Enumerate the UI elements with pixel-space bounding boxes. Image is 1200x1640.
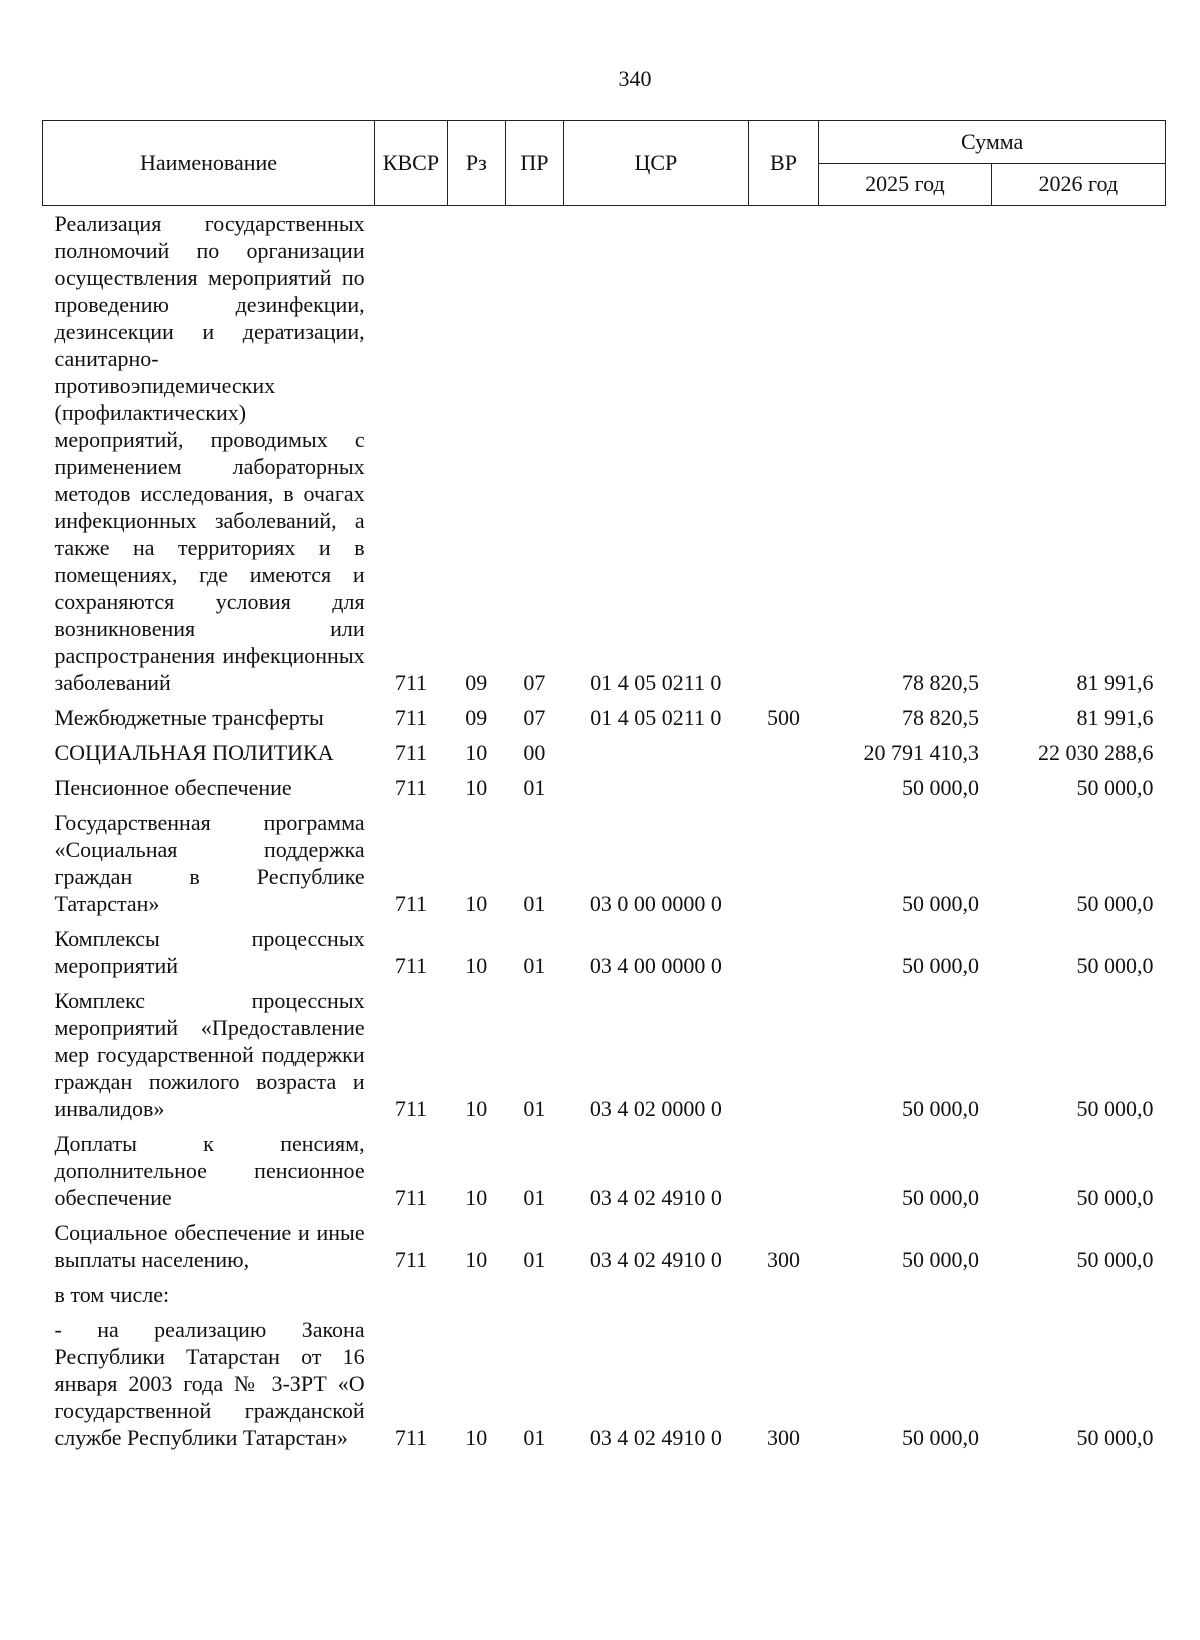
header-vr: ВР — [748, 121, 819, 206]
row-rz: 09 — [465, 705, 488, 730]
row-csr: 03 4 02 0000 0 — [589, 1096, 722, 1121]
table-row — [43, 1273, 1166, 1308]
row-rz: 10 — [465, 740, 488, 765]
row-csr — [563, 766, 748, 801]
row-sum-2025: 50 000,0 — [902, 1096, 980, 1121]
row-vr — [748, 917, 819, 979]
row-kvsr: 711 — [394, 670, 428, 695]
row-csr: 01 4 05 0211 0 — [590, 670, 722, 695]
row-sum-2025 — [819, 1273, 991, 1308]
row-vr — [748, 731, 819, 766]
row-name: Доплаты к пенсиям, дополнительное пенсионное обеспечение — [54, 1131, 365, 1210]
row-vr: 500 — [766, 705, 800, 730]
row-pr: 00 — [523, 740, 546, 765]
row-vr: 300 — [766, 1425, 800, 1450]
row-pr: 01 — [523, 1096, 546, 1121]
row-csr: 03 4 02 4910 0 — [589, 1185, 722, 1210]
row-csr — [563, 731, 748, 766]
budget-table — [42, 120, 1166, 1451]
row-sum-2026: 50 000,0 — [1076, 953, 1154, 978]
table-row — [43, 1308, 1166, 1451]
row-rz: 10 — [465, 775, 488, 800]
header-year-2026: 2026 год — [991, 163, 1165, 206]
row-kvsr: 711 — [394, 1425, 428, 1450]
row-kvsr: 711 — [394, 953, 428, 978]
row-kvsr: 711 — [394, 1247, 428, 1272]
row-sum-2026: 50 000,0 — [1076, 891, 1154, 916]
table-header — [43, 121, 1166, 206]
row-vr: 300 — [766, 1247, 800, 1272]
row-rz: 10 — [465, 1185, 488, 1210]
row-sum-2026: 50 000,0 — [1076, 1247, 1154, 1272]
row-csr: 03 0 00 0000 0 — [589, 891, 722, 916]
row-pr: 01 — [523, 953, 546, 978]
row-pr: 01 — [523, 775, 546, 800]
row-vr — [748, 206, 819, 697]
header-sum: Сумма — [819, 121, 1166, 164]
table-row — [43, 1122, 1166, 1211]
row-name: в том числе: — [54, 1282, 170, 1307]
row-vr — [748, 766, 819, 801]
row-sum-2026: 81 991,6 — [1076, 670, 1154, 695]
row-name: Пенсионное обеспечение — [54, 775, 292, 800]
row-sum-2025: 50 000,0 — [902, 1185, 980, 1210]
row-kvsr: 711 — [394, 891, 428, 916]
row-csr: 01 4 05 0211 0 — [590, 705, 722, 730]
row-name: Комплекс процессных мероприятий «Предоставление мер государственной поддержки граждан пожилого возраста и инвалидов» — [54, 988, 365, 1121]
header-rz: Рз — [447, 121, 505, 206]
row-csr: 03 4 02 4910 0 — [589, 1247, 722, 1272]
row-pr: 01 — [523, 891, 546, 916]
row-csr: 03 4 00 0000 0 — [589, 953, 722, 978]
row-pr: 01 — [523, 1247, 546, 1272]
row-sum-2025: 50 000,0 — [902, 775, 980, 800]
row-rz: 10 — [465, 1096, 488, 1121]
row-kvsr: 711 — [394, 1096, 428, 1121]
row-kvsr: 711 — [394, 1185, 428, 1210]
row-vr — [748, 1122, 819, 1211]
header-csr: ЦСР — [563, 121, 748, 206]
header-name: Наименование — [43, 121, 375, 206]
table-row — [43, 801, 1166, 917]
row-sum-2025: 50 000,0 — [902, 891, 980, 916]
row-sum-2025: 50 000,0 — [902, 1247, 980, 1272]
row-sum-2026: 22 030 288,6 — [1038, 740, 1154, 765]
row-pr: 07 — [523, 705, 546, 730]
table-row — [43, 766, 1166, 801]
table-row — [43, 979, 1166, 1122]
row-rz: 10 — [465, 891, 488, 916]
row-name: - на реализацию Закона Республики Татарстан от 16 января 2003 года № 3-ЗРТ «О государственной гражданской службе Республики Татарстан» — [54, 1317, 365, 1450]
header-pr: ПР — [505, 121, 563, 206]
row-sum-2025: 78 820,5 — [902, 705, 980, 730]
row-kvsr: 711 — [394, 775, 428, 800]
row-sum-2025: 20 791 410,3 — [863, 740, 980, 765]
row-kvsr: 711 — [394, 705, 428, 730]
row-name: Реализация государственных полномочий по организации осуществления мероприятий по проведению дезинфекции, дезинсекции и дератизации, санитарно-противоэпидемических (профилактических) мероприятий, проводимых с применением лабораторных методов исследования, в очагах инфекционных заболеваний, а также на территориях и в помещениях, где имеются и сохраняются условия для возникновения или распространения инфекционных заболеваний — [54, 211, 365, 695]
row-name: Социальное обеспечение и иные выплаты населению, — [54, 1220, 365, 1272]
row-sum-2026: 81 991,6 — [1076, 705, 1154, 730]
row-sum-2025: 50 000,0 — [902, 953, 980, 978]
row-vr — [748, 801, 819, 917]
row-sum-2026: 50 000,0 — [1076, 1096, 1154, 1121]
row-kvsr — [375, 1273, 448, 1308]
row-kvsr: 711 — [394, 740, 428, 765]
row-sum-2025: 50 000,0 — [902, 1425, 980, 1450]
row-name: СОЦИАЛЬНАЯ ПОЛИТИКА — [54, 740, 334, 765]
table-row — [43, 696, 1166, 731]
row-pr: 01 — [523, 1185, 546, 1210]
row-sum-2026: 50 000,0 — [1076, 1425, 1154, 1450]
row-pr: 07 — [523, 670, 546, 695]
row-rz: 09 — [465, 670, 488, 695]
table-row — [43, 206, 1166, 697]
row-vr — [748, 1273, 819, 1308]
row-name: Государственная программа «Социальная поддержка граждан в Республике Татарстан» — [54, 810, 365, 916]
row-name: Комплексы процессных мероприятий — [54, 926, 365, 978]
row-rz: 10 — [465, 1425, 488, 1450]
row-pr — [505, 1273, 563, 1308]
row-sum-2026: 50 000,0 — [1076, 1185, 1154, 1210]
row-rz — [447, 1273, 505, 1308]
row-name: Межбюджетные трансферты — [54, 705, 324, 730]
row-sum-2026 — [991, 1273, 1165, 1308]
table-row — [43, 917, 1166, 979]
row-pr: 01 — [523, 1425, 546, 1450]
row-sum-2026: 50 000,0 — [1076, 775, 1154, 800]
row-rz: 10 — [465, 953, 488, 978]
header-year-2025: 2025 год — [819, 163, 991, 206]
table-row — [43, 731, 1166, 766]
row-csr: 03 4 02 4910 0 — [589, 1425, 722, 1450]
table-row — [43, 1211, 1166, 1273]
header-kvsr: КВСР — [375, 121, 448, 206]
row-rz: 10 — [465, 1247, 488, 1272]
page-number: 340 — [618, 66, 652, 91]
row-vr — [748, 979, 819, 1122]
row-sum-2025: 78 820,5 — [902, 670, 980, 695]
table-body — [43, 206, 1166, 1452]
row-csr — [563, 1273, 748, 1308]
